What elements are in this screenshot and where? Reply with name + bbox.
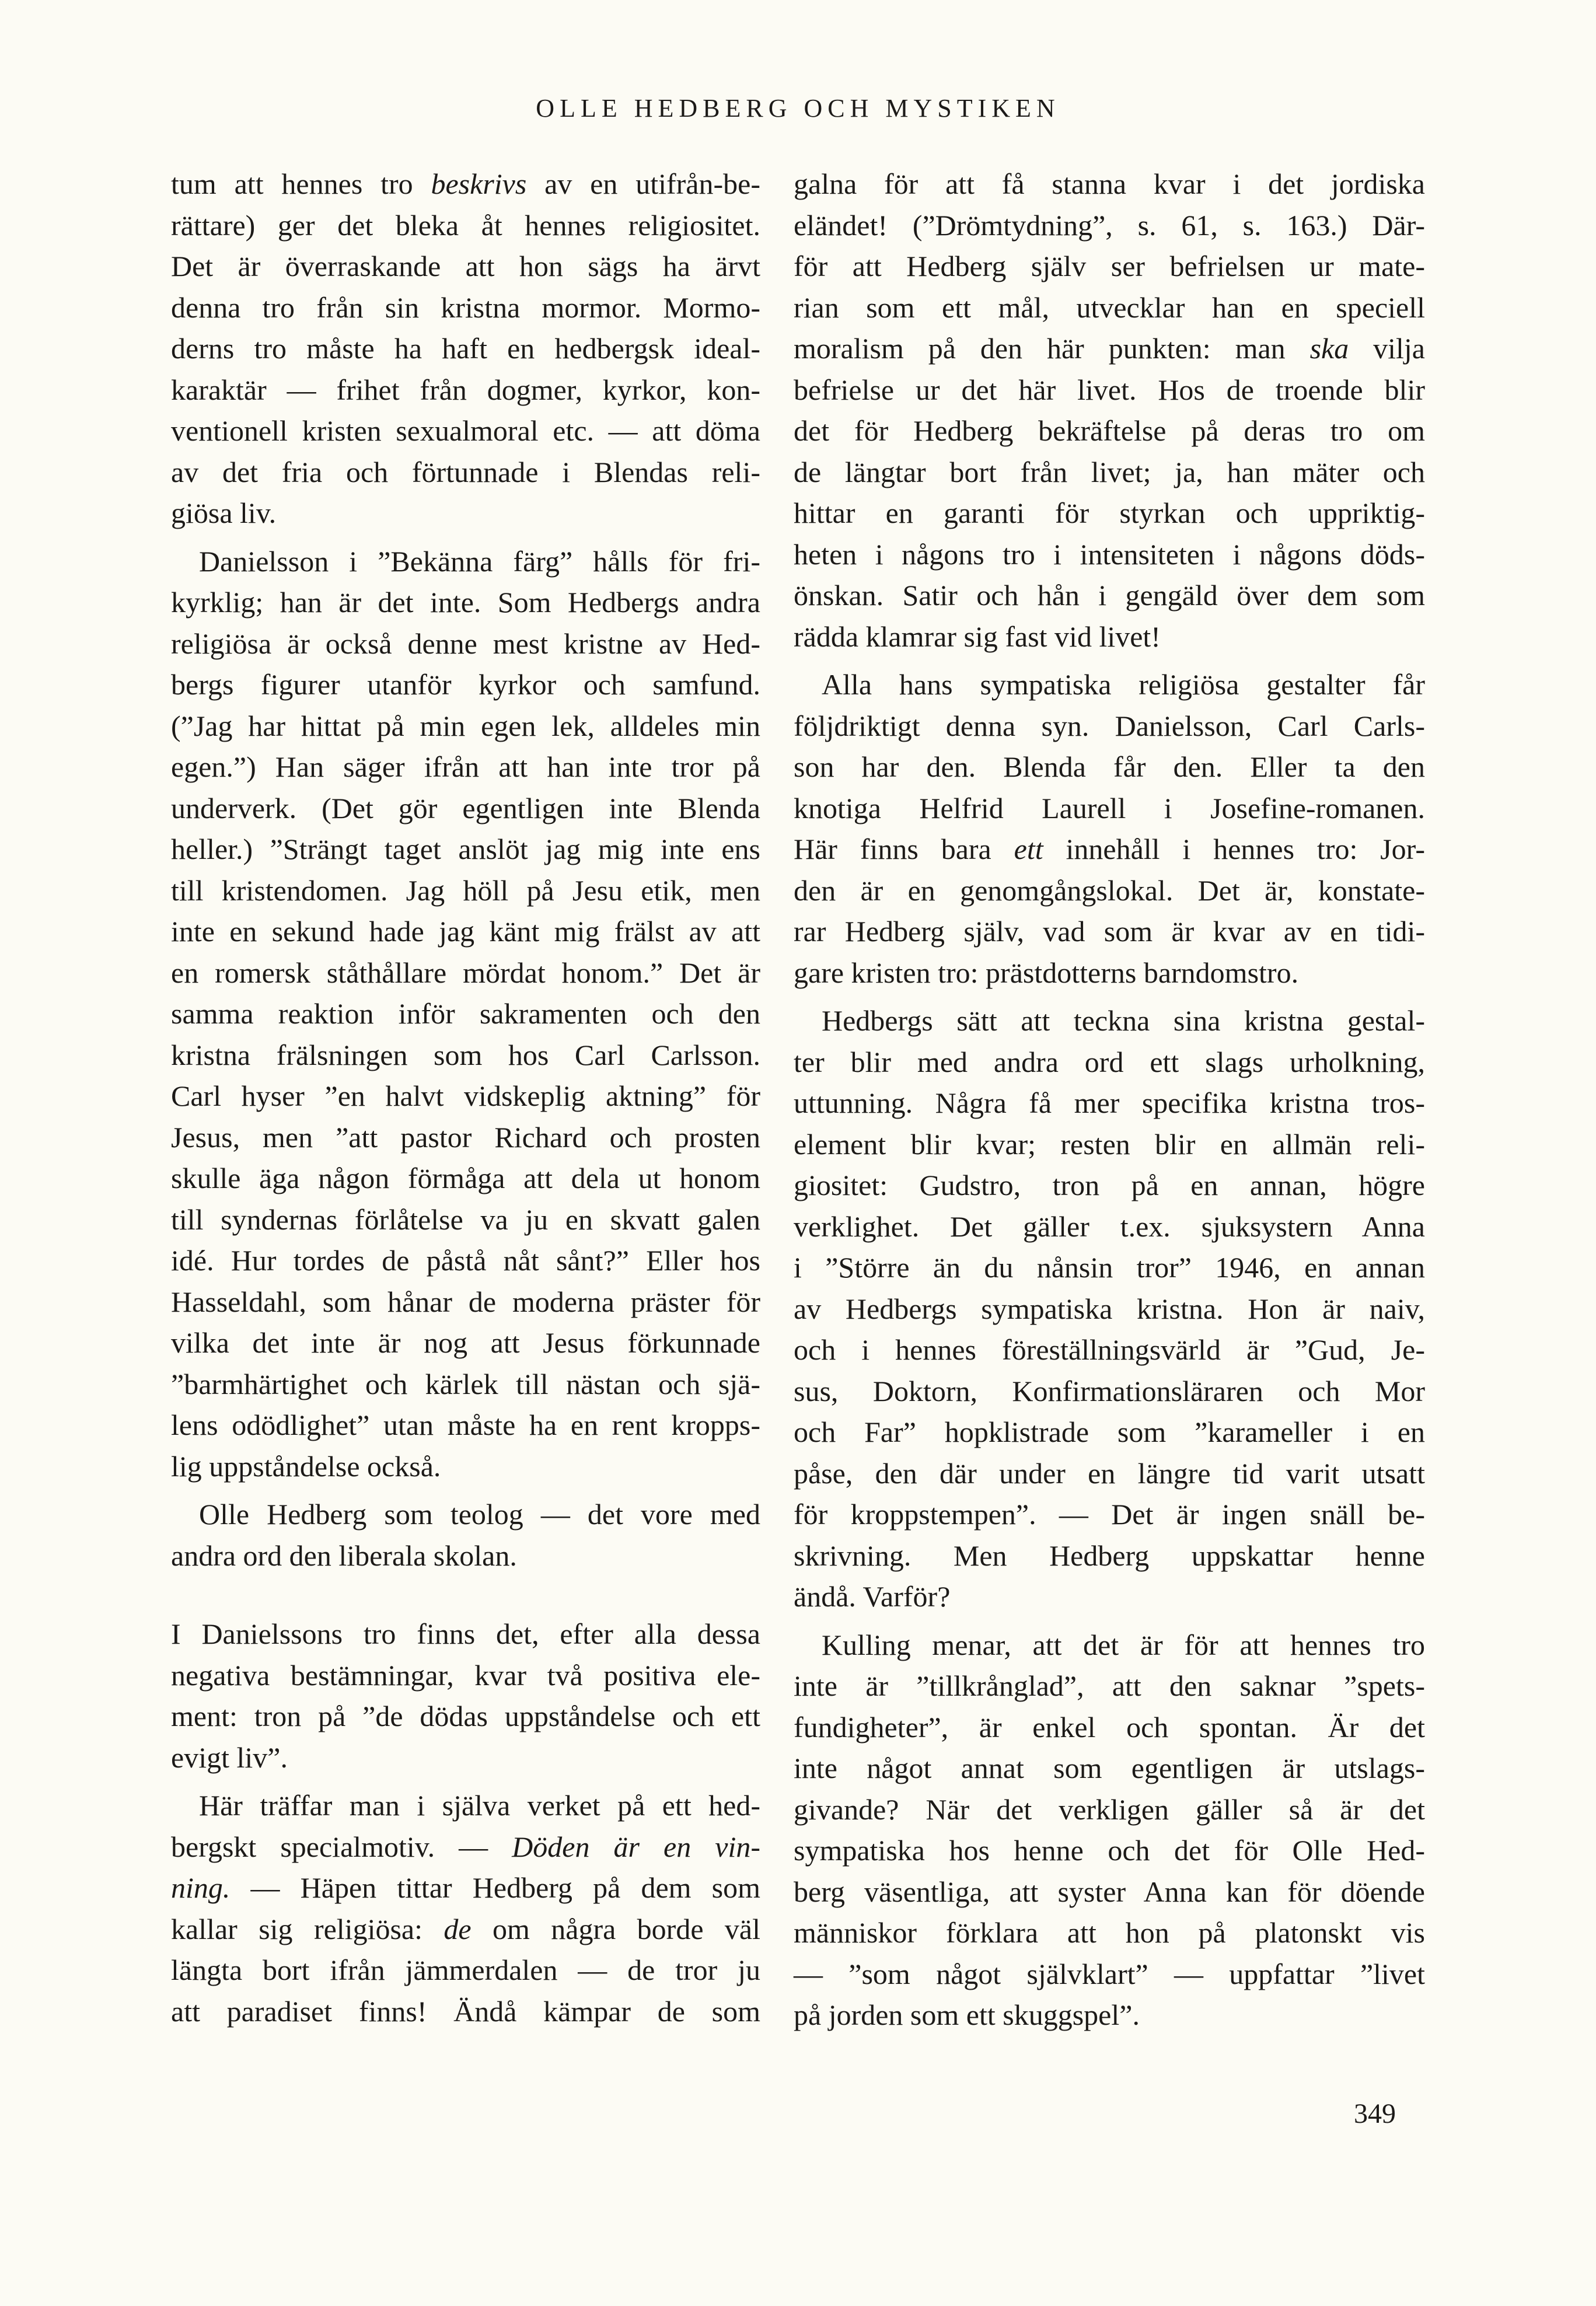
- text-line: befrielse ur det här livet. Hos de troende blir: [794, 373, 1425, 406]
- text-line: tum att hennes tro beskrivs av en utifrån-be-: [171, 167, 760, 200]
- running-header: OLLE HEDBERG OCH MYSTIKEN: [536, 94, 1060, 123]
- italic-text: ett: [1014, 833, 1043, 865]
- text-line: vilka det inte är nog att Jesus förkunnade: [171, 1326, 760, 1359]
- text-line: inte något annat som egentligen är utslags-: [794, 1752, 1425, 1784]
- text-line: människor förklara att hon på platonskt vis: [794, 1916, 1425, 1949]
- text-line: ter blir med andra ord ett slags urholkning,: [794, 1045, 1425, 1078]
- text-line: bergskt specialmotiv. — Döden är en vin-: [171, 1830, 760, 1863]
- text-line: samma reaktion inför sakramenten och den: [171, 997, 760, 1030]
- text-line: negativa bestämningar, kvar två positiva ele-: [171, 1658, 760, 1692]
- paragraph: [794, 1000, 1425, 1617]
- text-line: Här finns bara ett innehåll i hennes tro: Jor-: [794, 833, 1425, 865]
- text-line: bergs figurer utanför kyrkor och samfund.: [171, 668, 760, 701]
- text-line: till kristendomen. Jag höll på Jesu etik, men: [171, 874, 760, 907]
- text-line: att paradiset finns! Ändå kämpar de som: [171, 1994, 760, 2028]
- text-line: religiösa är också denne mest kristne av Hed-: [171, 627, 760, 660]
- text-line: rian som ett mål, utvecklar han en speciell: [794, 291, 1425, 324]
- text-line: längta bort ifrån jämmerdalen — de tror ju: [171, 1954, 760, 1986]
- text-line: sympatiska hos henne och det för Olle Hed-: [794, 1834, 1425, 1867]
- paragraph: [171, 1785, 760, 2032]
- text-line: evigt liv”.: [171, 1741, 288, 1774]
- text-line: av Hedbergs sympatiska kristna. Hon är naiv,: [794, 1292, 1425, 1325]
- text-line: skulle äga någon förmåga att dela ut honom: [171, 1162, 760, 1194]
- left-column: [171, 163, 760, 2039]
- text-line: berg väsentliga, att syster Anna kan för döende: [794, 1875, 1425, 1908]
- text-line: Det är överraskande att hon sägs ha ärvt: [171, 250, 760, 282]
- text-line: moralism på den här punkten: man ska vilja: [794, 332, 1426, 365]
- text-line: och Far” hopklistrade som ”karameller i en: [794, 1416, 1425, 1448]
- text-line: giösa liv.: [171, 497, 277, 529]
- text-line: Hedbergs sätt att teckna sina kristna gestal-: [822, 1004, 1425, 1037]
- text-line: givande? När det verkligen gäller så är det: [794, 1793, 1425, 1826]
- right-column: [794, 163, 1425, 2043]
- text-line: gare kristen tro: prästdotterns barndomstro.: [794, 956, 1299, 989]
- paragraph: [171, 541, 760, 1487]
- text-line: inte är ”tillkrånglad”, att den saknar ”spets-: [794, 1669, 1425, 1702]
- text-line: lig uppståndelse också.: [171, 1449, 441, 1483]
- text-line: för kroppstempen”. — Det är ingen snäll be-: [794, 1498, 1425, 1531]
- text-line: ment: tron på ”de dödas uppståndelse och ett: [171, 1700, 760, 1732]
- italic-text: ning.: [171, 1871, 231, 1904]
- text-line: Olle Hedberg som teolog — det vore med: [199, 1498, 760, 1531]
- text-line: av det fria och förtunnade i Blendas reli-: [171, 455, 760, 488]
- text-line: i ”Större än du nånsin tror” 1946, en annan: [794, 1251, 1425, 1284]
- page-number: 349: [1354, 2098, 1396, 2129]
- text-line: andra ord den liberala skolan.: [171, 1539, 517, 1572]
- text-line: Carl hyser ”en halvt vidskeplig aktning” för: [171, 1079, 760, 1112]
- paragraph: [794, 163, 1425, 657]
- text-line: egen.”) Han säger ifrån att han inte tror på: [171, 750, 760, 783]
- text-line: eländet! (”Drömtydning”, s. 61, s. 163.) Där-: [794, 208, 1425, 242]
- text-line: heller.) ”Strängt taget anslöt jag mig inte ens: [171, 833, 760, 865]
- text-line: en romersk ståthållare mördat honom.” Det är: [171, 956, 760, 989]
- text-line: fundigheter”, är enkel och spontan. Är det: [794, 1710, 1425, 1744]
- text-line: det för Hedberg bekräftelse på deras tro om: [794, 414, 1425, 447]
- text-line: rädda klamrar sig fast vid livet!: [794, 620, 1161, 653]
- text-line: derns tro måste ha haft en hedbergsk ideal-: [171, 332, 760, 365]
- text-line: uttunning. Några få mer specifika kristna tros-: [794, 1086, 1425, 1119]
- text-line: Här träffar man i själva verket på ett hed-: [199, 1789, 760, 1822]
- text-line: de längtar bort från livet; ja, han mäter och: [794, 455, 1425, 488]
- text-line: rättare) ger det bleka åt hennes religiositet.: [171, 208, 760, 242]
- text-line: skrivning. Men Hedberg uppskattar henne: [794, 1539, 1425, 1572]
- text-line: inte en sekund hade jag känt mig frälst av att: [171, 915, 760, 948]
- text-line: kristna frälsningen som hos Carl Carlsson.: [171, 1038, 760, 1071]
- italic-text: beskrivs: [431, 167, 527, 200]
- italic-text: Döden är en vin-: [512, 1830, 760, 1863]
- text-line: kallar sig religiösa: de om några borde väl: [171, 1912, 760, 1945]
- text-line: verklighet. Det gäller t.ex. sjuksystern Anna: [794, 1210, 1425, 1243]
- text-line: den är en genomgångslokal. Det är, konstate-: [794, 874, 1425, 907]
- text-line: son har den. Blenda får den. Eller ta den: [794, 750, 1425, 783]
- text-line: ”barmhärtighet och kärlek till nästan och sjä-: [171, 1367, 760, 1400]
- paragraph: [794, 1624, 1425, 2036]
- text-line: till syndernas förlåtelse va ju en skvatt galen: [171, 1203, 760, 1236]
- text-line: följdriktigt denna syn. Danielsson, Carl Carls-: [794, 709, 1425, 742]
- italic-text: ska: [1309, 332, 1349, 365]
- text-line: lens odödlighet” utan måste ha en rent kropps-: [171, 1409, 760, 1441]
- text-line: I Danielssons tro finns det, efter alla dessa: [171, 1617, 760, 1650]
- text-line: önskan. Satir och hån i gengäld över dem som: [794, 579, 1425, 612]
- text-line: idé. Hur tordes de påstå nåt sånt?” Eller hos: [171, 1244, 760, 1277]
- text-line: hittar en garanti för styrkan och uppriktig-: [794, 497, 1425, 529]
- text-line: karaktär — frihet från dogmer, kyrkor, kon-: [171, 373, 760, 406]
- paragraph: [794, 664, 1425, 993]
- text-line: heten i någons tro i intensiteten i någons döds-: [794, 537, 1425, 571]
- text-line: påse, den där under en längre tid varit utsatt: [794, 1456, 1425, 1490]
- text-line: kyrklig; han är det inte. Som Hedbergs andra: [171, 586, 760, 619]
- text-line: Danielsson i ”Bekänna färg” hålls för fri-: [199, 544, 760, 578]
- text-line: — ”som något självklart” — uppfattar ”livet: [794, 1957, 1425, 1990]
- text-line: ning. — Häpen tittar Hedberg på dem som: [171, 1871, 760, 1904]
- text-line: rar Hedberg själv, vad som är kvar av en tidi-: [794, 915, 1425, 948]
- text-line: Hasseldahl, som hånar de moderna präster för: [171, 1285, 760, 1318]
- text-line: för att Hedberg själv ser befrielsen ur mate-: [794, 250, 1425, 282]
- paragraph: [171, 1494, 760, 1576]
- text-line: denna tro från sin kristna mormor. Mormo-: [171, 291, 760, 324]
- text-line: giositet: Gudstro, tron på en annan, högre: [794, 1169, 1425, 1201]
- text-line: Kulling menar, att det är för att hennes tro: [822, 1628, 1425, 1661]
- text-line: Alla hans sympatiska religiösa gestalter får: [822, 668, 1425, 701]
- text-line: ändå. Varför?: [794, 1580, 951, 1613]
- text-line: ventionell kristen sexualmoral etc. — att döma: [171, 414, 760, 447]
- text-line: underverk. (Det gör egentligen inte Blenda: [171, 791, 760, 824]
- text-line: och i hennes föreställningsvärld är ”Gud, Je-: [794, 1333, 1425, 1366]
- text-line: sus, Doktorn, Konfirmationsläraren och Mor: [794, 1374, 1425, 1407]
- text-line: element blir kvar; resten blir en allmän reli-: [794, 1127, 1425, 1161]
- paragraph: [171, 163, 760, 534]
- text-line: knotiga Helfrid Laurell i Josefine-romanen.: [794, 791, 1425, 824]
- text-line: galna för att få stanna kvar i det jordiska: [794, 167, 1425, 200]
- text-line: (”Jag har hittat på min egen lek, alldeles min: [171, 709, 760, 742]
- text-line: på jorden som ett skuggspel”.: [794, 1998, 1140, 2031]
- italic-text: de: [443, 1912, 472, 1945]
- paragraph: [171, 1613, 760, 1778]
- text-line: Jesus, men ”att pastor Richard och prosten: [171, 1120, 760, 1154]
